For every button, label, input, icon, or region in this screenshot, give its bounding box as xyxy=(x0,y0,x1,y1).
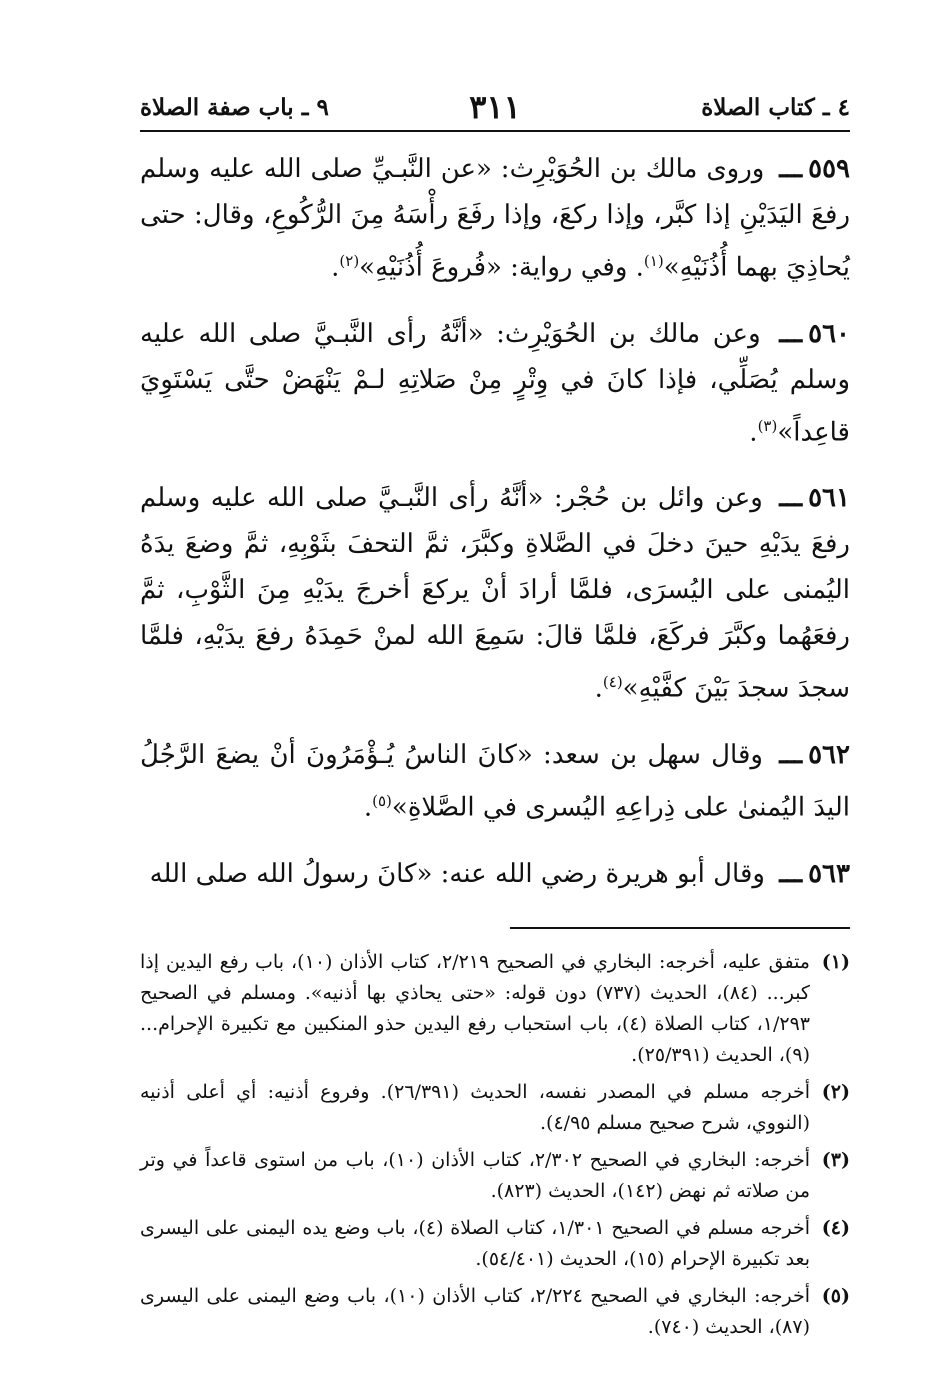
footnote-divider xyxy=(510,927,850,929)
hadith-text-continued: . وفي رواية: «فُروعَ أُذُنَيْهِ» xyxy=(359,252,644,283)
hadith-561: ٥٦١ـــ وعن وائل بن حُجْر: «أنَّهُ رأى النَّبـيَّ صلى الله عليه وسلم رفعَ يدَيْهِ حينَ دخلَ في الصَّلاةِ وكبَّرَ، ثمَّ التحفَ بثَوْبِهِ، ثمَّ وضعَ يدَهُ اليُمنى على اليُسرَى، فلمَّا أرادَ أنْ يركعَ أخرجَ يدَيْهِ مِنَ الثَّوْبِ، ثمَّ رفعَهُما وكبَّرَ فركَعَ، فلمَّا قالَ: سَمِعَ الله لمنْ حَمِدَهُ رفعَ يدَيْهِ، فلمَّا سجدَ سجدَ بَيْنَ كفَّيْهِ»$^{(٤)}$. xyxy=(140,483,850,704)
footnote-text: متفق عليه، أخرجه: البخاري في الصحيح ٢/٢١٩، كتاب الأذان (١٠)، باب رفع اليدين إذا كبر... (٨٤)، الحديث (٧٣٧) دون قوله: «حتى يحاذي بها أذنيه». ومسلم في الصحيح ١/٢٩٣، كتاب الصلاة (٤)، باب استحباب رفع اليدين حذو المنكبين مع تكبيرة الإحرام... (٩)، الحديث (٢٥/٣٩١). xyxy=(140,950,810,1066)
footnote xyxy=(140,1145,850,1207)
footnote-ref: (٥) xyxy=(372,791,392,810)
footnote-number: (٤) xyxy=(821,1216,850,1239)
hadith-text: وقال سهل بن سعد: «كانَ الناسُ يُـؤْمَرُونَ أنْ يضعَ الرَّجُلُ اليدَ اليُمنىٰ على ذِراعِهِ اليُسرى في الصَّلاةِ» xyxy=(140,739,850,823)
hadith-562: ٥٦٢ـــ وقال سهل بن سعد: «كانَ الناسُ يُـؤْمَرُونَ أنْ يضعَ الرَّجُلُ اليدَ اليُمنىٰ على ذِراعِهِ اليُسرى في الصَّلاةِ»$^{(٥)}$. xyxy=(140,739,850,823)
chapter-title: ٤ ـ كتاب الصلاة xyxy=(701,94,850,121)
footnote-text: أخرجه مسلم في المصدر نفسه، الحديث (٢٦/٣٩١). وفروع أذنيه: أي أعلى أذنيه (النووي، شرح صحيح مسلم ٤/٩٥). xyxy=(140,1080,810,1134)
hadith-number: ٥٦١ xyxy=(808,483,850,514)
footnote-ref: (٤) xyxy=(602,673,623,692)
hadith-number: ٥٦٢ xyxy=(808,739,850,770)
page-number: ٣١١ xyxy=(469,88,521,126)
hadith-text: وعن وائل بن حُجْر: «أنَّهُ رأى النَّبـيَّ صلى الله عليه وسلم رفعَ يدَيْهِ حينَ دخلَ في الصَّلاةِ وكبَّرَ، ثمَّ التحفَ بثَوْبِهِ، ثمَّ وضعَ يدَهُ اليُمنى على اليُسرَى، فلمَّا أرادَ أنْ يركعَ أخرجَ يدَيْهِ مِنَ الثَّوْبِ، ثمَّ رفعَهُما وكبَّرَ فركَعَ، فلمَّا قالَ: سَمِعَ الله لمنْ حَمِدَهُ رفعَ يدَيْهِ، فلمَّا سجدَ سجدَ بَيْنَ كفَّيْهِ» xyxy=(140,483,850,704)
footnote xyxy=(140,1213,850,1275)
hadith-number: ٥٦٠ xyxy=(808,318,851,349)
footnote-text: أخرجه مسلم في الصحيح ١/٣٠١، كتاب الصلاة (٤)، باب وضع يده اليمنى على اليسرى بعد تكبيرة الإحرام (١٥)، الحديث (٥٤/٤٠١). xyxy=(140,1216,810,1270)
footnote-ref: (٢) xyxy=(339,252,360,270)
footnotes xyxy=(140,947,850,1343)
hadith-text: وقال أبو هريرة رضي الله عنه: «كانَ رسولُ الله صلى الله xyxy=(149,858,765,889)
section-title: ٩ ـ باب صفة الصلاة xyxy=(140,94,329,121)
hadith-563: ٥٦٣ـــ وقال أبو هريرة رضي الله عنه: «كانَ رسولُ الله صلى الله xyxy=(149,858,850,889)
hadith-559: ٥٥٩ـــ وروى مالك بن الحُوَيْرِث: «عن النَّبـيِّ صلى الله عليه وسلم رفعَ اليَدَيْنِ إذا كبَّر، وإذا ركعَ، وإذا رفَعَ رأْسَهُ مِنَ الرُّكُوعِ، وقال: حتى يُحاذِيَ بهما أُذُنَيْهِ»$^{(١)}$. وفي رواية: «فُروعَ أُذُنَيْهِ»$^{(٢)}$. xyxy=(140,154,851,283)
hadith-number: ٥٦٣ xyxy=(808,858,850,889)
footnote-text: أخرجه: البخاري في الصحيح ٢/٣٠٢، كتاب الأذان (١٠)، باب من استوى قاعداً في وتر من صلاته ثم نهض (١٤٢)، الحديث (٨٢٣). xyxy=(140,1148,810,1202)
footnote-number: (١) xyxy=(821,950,850,973)
footnote-number: (٣) xyxy=(821,1148,850,1171)
footnote-number: (٢) xyxy=(821,1080,850,1103)
footnote xyxy=(140,947,850,1071)
hadith-560: ٥٦٠ـــ وعن مالك بن الحُوَيْرِث: «أنَّهُ رأى النَّبـيَّ صلى الله عليه وسلم يُصَلِّي، فإذا كانَ في وِتْرٍ مِنْ صَلاتِهِ لـمْ يَنْهَضْ حتَّى يَسْتَوِيَ قاعِداً»$^{(٣)}$. xyxy=(140,318,851,448)
footnote-text: أخرجه: البخاري في الصحيح ٢/٢٢٤، كتاب الأذان (١٠)، باب وضع اليمنى على اليسرى (٨٧)، الحديث (٧٤٠). xyxy=(140,1284,810,1338)
running-header xyxy=(140,88,850,132)
hadith-text: وروى مالك بن الحُوَيْرِث: «عن النَّبـيِّ صلى الله عليه وسلم رفعَ اليَدَيْنِ إذا كبَّر، وإذا ركعَ، وإذا رفَعَ رأْسَهُ مِنَ الرُّكُوعِ، وقال: حتى يُحاذِيَ بهما أُذُنَيْهِ» xyxy=(140,154,850,283)
footnote xyxy=(140,1281,850,1343)
main-text xyxy=(140,146,850,897)
hadith-number: ٥٥٩ xyxy=(808,154,851,184)
footnote xyxy=(140,1077,850,1139)
footnote-ref: (١) xyxy=(643,252,664,270)
footnote-number: (٥) xyxy=(821,1284,850,1307)
hadith-text: وعن مالك بن الحُوَيْرِث: «أنَّهُ رأى النَّبـيَّ صلى الله عليه وسلم يُصَلِّي، فإذا كانَ في وِتْرٍ مِنْ صَلاتِهِ لـمْ يَنْهَضْ حتَّى يَسْتَوِيَ قاعِداً» xyxy=(140,318,850,448)
footnote-ref: (٣) xyxy=(757,416,778,435)
